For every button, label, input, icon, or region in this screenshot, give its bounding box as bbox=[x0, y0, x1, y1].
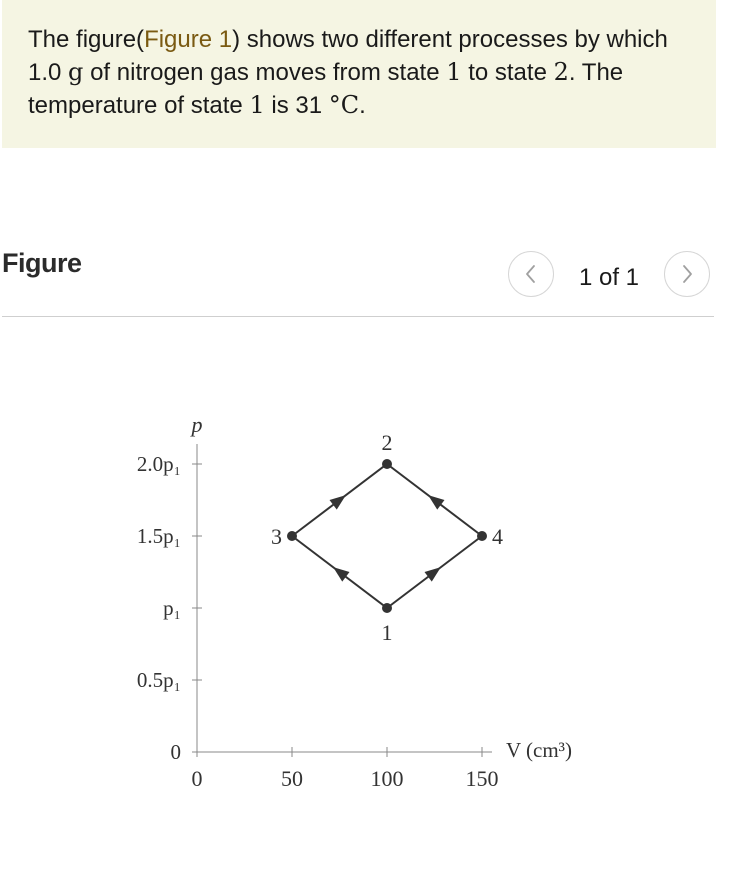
problem-text-part: . bbox=[359, 92, 366, 119]
y-axis-label: p bbox=[191, 412, 203, 437]
y-tick-label: 0.5p₁ bbox=[136, 668, 181, 692]
process-arrow bbox=[428, 495, 444, 509]
state-2-ref: 2 bbox=[553, 58, 569, 86]
y-tick-label: p₁ bbox=[163, 596, 181, 620]
chevron-left-icon bbox=[523, 263, 539, 285]
state-1-ref: 1 bbox=[249, 91, 265, 119]
x-tick-label: 100 bbox=[370, 766, 404, 791]
process-arrow bbox=[425, 567, 441, 581]
figure-area bbox=[0, 330, 736, 850]
problem-text-part: ) shows two different processes by which 1.0 bbox=[28, 26, 668, 86]
x-tick-label: 150 bbox=[465, 766, 499, 791]
previous-figure-button[interactable] bbox=[508, 251, 554, 297]
problem-text-part: to state bbox=[461, 59, 554, 86]
x-tick-label: 50 bbox=[281, 766, 303, 791]
state-label: 3 bbox=[271, 524, 282, 549]
process-arrow bbox=[333, 567, 349, 581]
x-axis-label: V (cm³) bbox=[506, 738, 572, 762]
state-point bbox=[382, 603, 392, 613]
process-arrow bbox=[330, 495, 346, 509]
figure-link[interactable]: Figure 1 bbox=[144, 26, 233, 53]
problem-text-part: is 31 bbox=[264, 92, 329, 119]
state-label: 4 bbox=[492, 524, 503, 549]
figure-header bbox=[2, 246, 714, 317]
state-point bbox=[382, 459, 392, 469]
problem-text bbox=[28, 24, 690, 122]
chevron-right-icon bbox=[679, 263, 695, 285]
figure-title: Figure bbox=[2, 248, 82, 278]
problem-text-part: . The temperature of state bbox=[28, 59, 624, 119]
next-figure-button[interactable] bbox=[664, 251, 710, 297]
degree-unit: °C bbox=[328, 91, 360, 119]
figure-counter: 1 of 1 bbox=[578, 264, 640, 291]
y-tick-label: 2.0p₁ bbox=[136, 452, 181, 476]
pv-diagram bbox=[0, 330, 736, 850]
x-tick-label: 0 bbox=[191, 766, 203, 791]
state-label: 2 bbox=[381, 430, 393, 455]
unit-g: g bbox=[68, 58, 84, 86]
y-tick-label: 0 bbox=[170, 740, 181, 764]
state-point bbox=[477, 531, 487, 541]
problem-text-part: The figure( bbox=[28, 26, 145, 53]
state-point bbox=[287, 531, 297, 541]
problem-text-part: of nitrogen gas moves from state bbox=[83, 59, 447, 86]
state-1-ref: 1 bbox=[446, 58, 462, 86]
state-label: 1 bbox=[381, 620, 393, 645]
problem-statement bbox=[2, 0, 716, 148]
y-tick-label: 1.5p₁ bbox=[136, 524, 181, 548]
